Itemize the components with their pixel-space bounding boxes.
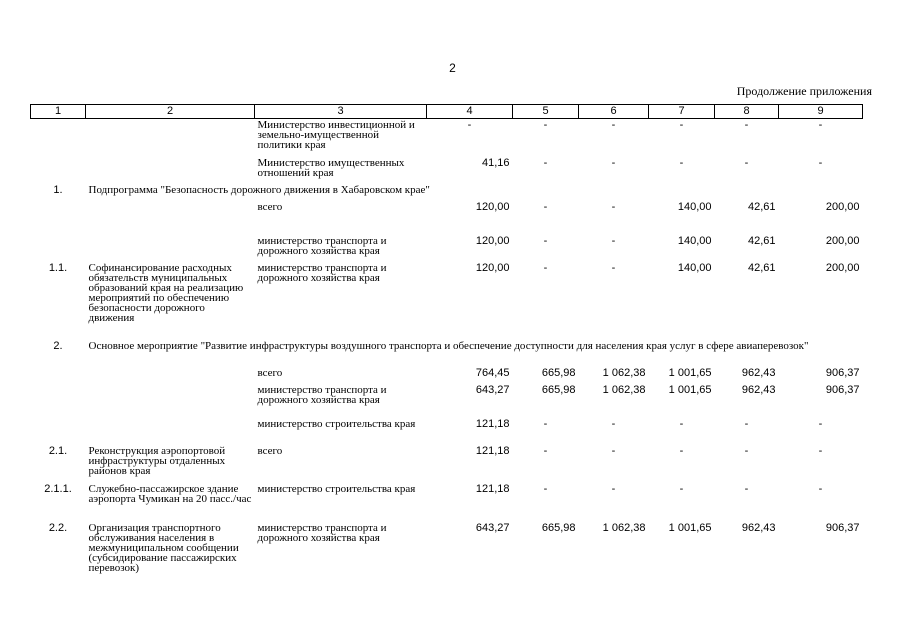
value-cell: 665,98: [541, 383, 576, 396]
header-cell: 1: [31, 105, 86, 119]
value-cell: 120,00: [475, 200, 510, 213]
header-cell: 4: [427, 105, 513, 119]
value-cell: 764,45: [475, 366, 510, 379]
value-cell: 906,37: [825, 366, 860, 379]
row-responsible: всего: [257, 366, 283, 379]
value-cell: -: [611, 156, 616, 169]
section-row: [31, 340, 863, 367]
value-cell: 643,27: [475, 521, 510, 534]
value-cell: -: [744, 156, 749, 169]
row-name: [86, 201, 255, 235]
value-cell: -: [611, 234, 616, 247]
table-row: [31, 522, 863, 582]
table-row: [31, 445, 863, 483]
value-cell: 643,27: [475, 383, 510, 396]
value-cell: -: [679, 156, 684, 169]
row-index: 2.: [53, 339, 63, 352]
value-cell: -: [543, 482, 548, 495]
value-cell: -: [818, 156, 823, 169]
row-responsible: министерство транспорта и дорожного хозяйства края: [257, 261, 387, 284]
value-cell: 121,18: [475, 444, 510, 457]
value-cell: -: [543, 156, 548, 169]
table-row: [31, 119, 863, 157]
row-index: 2.1.: [48, 444, 68, 457]
value-cell: 1 001,65: [668, 366, 712, 379]
value-cell: 962,43: [741, 366, 776, 379]
row-index: [31, 367, 86, 384]
row-name: Организация транспортного обслуживания населения в межмуниципальном сообщении (субсидирование пассажирских перевозок): [88, 521, 239, 574]
value-cell: 665,98: [541, 521, 576, 534]
value-cell: 42,61: [747, 234, 776, 247]
value-cell: -: [818, 417, 823, 430]
value-cell: -: [818, 444, 823, 457]
table-row: [31, 384, 863, 418]
row-name: [86, 384, 255, 418]
value-cell: -: [611, 200, 616, 213]
row-name: [86, 418, 255, 445]
value-cell: -: [543, 200, 548, 213]
value-cell: -: [543, 234, 548, 247]
value-cell: -: [679, 119, 684, 131]
value-cell: 41,16: [481, 156, 510, 169]
row-index: [31, 119, 86, 157]
value-cell: 1 062,38: [602, 366, 646, 379]
value-cell: -: [744, 119, 749, 131]
table-row: [31, 483, 863, 522]
section-title: Подпрограмма "Безопасность дорожного движения в Хабаровском крае": [88, 183, 430, 196]
value-cell: -: [744, 444, 749, 457]
row-index: 1.: [53, 183, 63, 196]
row-index: [31, 235, 86, 262]
value-cell: 200,00: [825, 261, 860, 274]
row-index: [31, 157, 86, 184]
value-cell: 962,43: [741, 521, 776, 534]
value-cell: -: [679, 444, 684, 457]
header-cell: 2: [86, 105, 255, 119]
section-row: [31, 184, 863, 201]
table-row: [31, 201, 863, 235]
value-cell: -: [467, 119, 472, 131]
header-cell: 3: [255, 105, 427, 119]
row-name: [86, 235, 255, 262]
row-responsible: Министерство инвестиционной и земельно-имущественной политики края: [257, 119, 415, 151]
value-cell: 121,18: [475, 417, 510, 430]
header-cell: 8: [715, 105, 779, 119]
value-cell: 120,00: [475, 234, 510, 247]
value-cell: -: [611, 119, 616, 131]
page-number: 2: [449, 61, 456, 75]
row-responsible: министерство строительства края: [257, 482, 416, 495]
value-cell: -: [744, 417, 749, 430]
value-cell: 140,00: [677, 234, 712, 247]
value-cell: 140,00: [677, 261, 712, 274]
row-name: Софинансирование расходных обязательств муниципальных образований края на реализацию мероприятий по обеспечению безопасности дорожного движения: [88, 261, 244, 324]
row-index: [31, 418, 86, 445]
value-cell: -: [611, 444, 616, 457]
value-cell: -: [543, 444, 548, 457]
value-cell: -: [611, 482, 616, 495]
value-cell: -: [679, 482, 684, 495]
value-cell: -: [611, 261, 616, 274]
value-cell: -: [679, 417, 684, 430]
header-cell: 5: [513, 105, 579, 119]
value-cell: -: [543, 119, 548, 131]
row-responsible: министерство транспорта и дорожного хозяйства края: [257, 521, 387, 544]
value-cell: -: [543, 417, 548, 430]
continuation-note: Продолжение приложения: [736, 84, 872, 98]
value-cell: -: [611, 417, 616, 430]
value-cell: 42,61: [747, 200, 776, 213]
value-cell: 1 062,38: [602, 383, 646, 396]
table-row: [31, 367, 863, 384]
row-responsible: Министерство имущественных отношений края: [257, 156, 405, 179]
row-name: [86, 119, 255, 157]
value-cell: 962,43: [741, 383, 776, 396]
row-name: [86, 367, 255, 384]
value-cell: -: [543, 261, 548, 274]
table-header-row: [31, 105, 863, 119]
value-cell: 121,18: [475, 482, 510, 495]
value-cell: 140,00: [677, 200, 712, 213]
row-index: 2.2.: [48, 521, 68, 534]
row-responsible: министерство строительства края: [257, 417, 416, 430]
table-row: [31, 418, 863, 445]
value-cell: 120,00: [475, 261, 510, 274]
section-title: Основное мероприятие "Развитие инфраструктуры воздушного транспорта и обеспечение доступности для населения края услуг в сфере авиаперевозок": [88, 339, 809, 352]
row-index: [31, 201, 86, 235]
header-cell: 6: [579, 105, 649, 119]
value-cell: 42,61: [747, 261, 776, 274]
value-cell: 200,00: [825, 234, 860, 247]
value-cell: 665,98: [541, 366, 576, 379]
value-cell: 906,37: [825, 521, 860, 534]
table-row: [31, 235, 863, 262]
value-cell: 1 001,65: [668, 383, 712, 396]
value-cell: 1 001,65: [668, 521, 712, 534]
value-cell: -: [818, 119, 823, 131]
row-index: 1.1.: [48, 261, 68, 274]
row-responsible: министерство транспорта и дорожного хозяйства края: [257, 234, 387, 257]
value-cell: -: [818, 482, 823, 495]
row-name: Реконструкция аэропортовой инфраструктуры отдаленных районов края: [88, 444, 226, 477]
row-responsible: всего: [257, 444, 283, 457]
row-name: Служебно-пассажирское здание аэропорта Чумикан на 20 пасс./час: [88, 482, 252, 505]
row-index: 2.1.1.: [44, 482, 72, 495]
appendix-table: [30, 104, 863, 582]
row-responsible: министерство транспорта и дорожного хозяйства края: [257, 383, 387, 406]
row-responsible: всего: [257, 200, 283, 213]
header-cell: 7: [649, 105, 715, 119]
header-cell: 9: [779, 105, 863, 119]
table-row: [31, 157, 863, 184]
row-name: [86, 157, 255, 184]
value-cell: 906,37: [825, 383, 860, 396]
value-cell: -: [744, 482, 749, 495]
table-row: [31, 262, 863, 340]
value-cell: 200,00: [825, 200, 860, 213]
row-index: [31, 384, 86, 418]
value-cell: 1 062,38: [602, 521, 646, 534]
